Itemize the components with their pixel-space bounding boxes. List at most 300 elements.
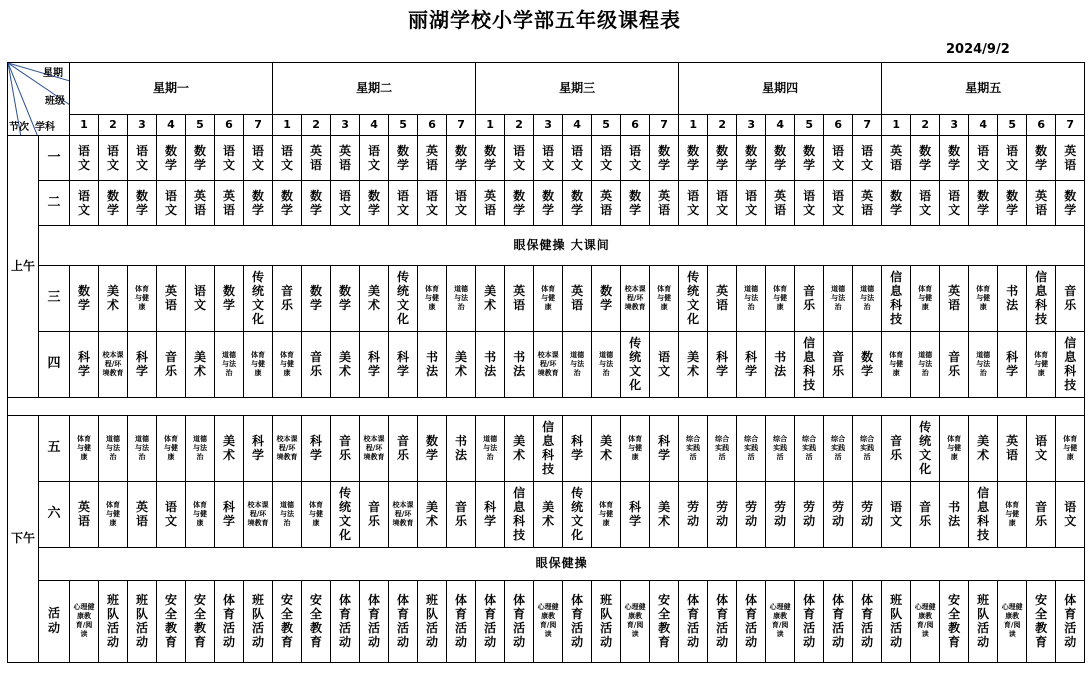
- subject-text: 数学: [339, 284, 352, 313]
- subject-cell: [128, 266, 157, 332]
- subject-text: 体育活动: [513, 592, 526, 650]
- subject-text: 数学: [687, 143, 700, 172]
- subject-text: 体育活动: [1064, 592, 1077, 650]
- subject-text: 劳动: [832, 500, 845, 529]
- subject-cell: [128, 136, 157, 181]
- subject-text: 书法: [948, 500, 961, 529]
- subject-cell: [186, 332, 215, 398]
- subject-cell: [215, 332, 244, 398]
- subject-text: 安全教育: [164, 592, 177, 650]
- subject-cell: [244, 181, 273, 226]
- subject-text: 校本课程/环境教育: [537, 350, 559, 377]
- timetable-row: [8, 482, 1085, 548]
- subject-cell: [157, 266, 186, 332]
- subject-text: 语文: [77, 188, 90, 217]
- subject-text: 体育与健康: [599, 500, 614, 527]
- subject-cell: [157, 482, 186, 548]
- subject-text: 书法: [513, 350, 526, 379]
- subject-cell: [447, 416, 476, 482]
- subject-cell: [1056, 581, 1085, 663]
- subject-text: 道德与法治: [193, 434, 207, 461]
- subject-cell: [795, 581, 824, 663]
- subject-cell: [360, 266, 389, 332]
- subject-text: 科学: [658, 434, 671, 463]
- subject-cell: [882, 332, 911, 398]
- subject-cell: [99, 482, 128, 548]
- timetable-row: [8, 266, 1085, 332]
- subject-cell: [795, 482, 824, 548]
- subject-text: 数学: [135, 188, 148, 217]
- subject-cell: [708, 332, 737, 398]
- subject-cell: [360, 332, 389, 398]
- subject-cell: [360, 581, 389, 663]
- subject-text: 语文: [106, 143, 119, 172]
- subject-cell: [99, 266, 128, 332]
- subject-cell: [911, 266, 940, 332]
- subject-text: 数学: [977, 188, 990, 217]
- class-number-cell: 4: [969, 115, 998, 136]
- subject-text: 劳动: [774, 500, 787, 529]
- subject-text: 英语: [948, 284, 961, 313]
- subject-cell: [563, 181, 592, 226]
- subject-text: 道德与法治: [135, 434, 149, 461]
- subject-cell: [534, 416, 563, 482]
- subject-cell: [157, 181, 186, 226]
- subject-text: 体育与健康: [1005, 500, 1020, 527]
- subject-text: 体育与健康: [106, 500, 120, 527]
- subject-text: 英语: [193, 188, 206, 217]
- subject-cell: [708, 416, 737, 482]
- subject-text: 英语: [890, 143, 903, 172]
- subject-text: 综合实践活: [802, 434, 817, 461]
- subject-cell: [447, 181, 476, 226]
- subject-text: 科学: [745, 350, 758, 379]
- subject-cell: [331, 482, 360, 548]
- subject-text: 语文: [745, 188, 758, 217]
- subject-cell: [737, 266, 766, 332]
- subject-cell: [273, 266, 302, 332]
- subject-text: 传统文化: [397, 269, 410, 327]
- subject-cell: [621, 482, 650, 548]
- subject-cell: [389, 266, 418, 332]
- subject-text: 数学: [658, 143, 671, 172]
- subject-cell: [679, 416, 708, 482]
- subject-cell: [795, 136, 824, 181]
- subject-text: 音乐: [948, 350, 961, 379]
- subject-text: 体育活动: [571, 592, 584, 650]
- subject-text: 美术: [542, 500, 555, 529]
- subject-text: 体育活动: [716, 592, 729, 650]
- subject-text: 科学: [222, 500, 235, 529]
- period-label: 五: [39, 416, 70, 482]
- subject-text: 传统文化: [629, 335, 642, 393]
- subject-text: 劳动: [716, 500, 729, 529]
- subject-text: 英语: [861, 188, 874, 217]
- subject-text: 班队活动: [977, 592, 990, 650]
- subject-text: 安全教育: [1035, 592, 1048, 650]
- subject-text: 英语: [571, 284, 584, 313]
- subject-text: 信息科技: [1035, 269, 1048, 327]
- subject-text: 音乐: [455, 500, 468, 529]
- subject-cell: [418, 136, 447, 181]
- header-day-row: [8, 63, 1085, 115]
- subject-text: 音乐: [1035, 500, 1048, 529]
- subject-cell: [99, 136, 128, 181]
- subject-cell: [824, 181, 853, 226]
- subject-text: 综合实践活: [686, 434, 701, 461]
- subject-text: 班队活动: [135, 592, 148, 650]
- subject-text: 语文: [861, 143, 874, 172]
- class-number-cell: 2: [505, 115, 534, 136]
- subject-cell: [273, 482, 302, 548]
- subject-cell: [998, 332, 1027, 398]
- subject-text: 美术: [368, 284, 381, 313]
- subject-text: 传统文化: [339, 485, 352, 543]
- subject-text: 英语: [1035, 188, 1048, 217]
- subject-text: 语文: [222, 143, 235, 172]
- subject-text: 英语: [339, 143, 352, 172]
- subject-text: 音乐: [803, 284, 816, 313]
- subject-cell: [534, 581, 563, 663]
- subject-cell: [882, 416, 911, 482]
- subject-text: 体育活动: [455, 592, 468, 650]
- period-label: 三: [39, 266, 70, 332]
- corner-header-cell: [8, 63, 70, 136]
- subject-cell: [273, 416, 302, 482]
- subject-text: 科学: [1006, 350, 1019, 379]
- subject-cell: [679, 332, 708, 398]
- subject-cell: [244, 136, 273, 181]
- subject-cell: [998, 266, 1027, 332]
- subject-cell: [621, 581, 650, 663]
- subject-text: 语文: [716, 188, 729, 217]
- subject-text: 数学: [919, 143, 932, 172]
- corner-label-subject: 学科: [35, 122, 55, 133]
- subject-text: 体育与健康: [657, 284, 672, 311]
- subject-cell: [766, 332, 795, 398]
- subject-cell: [766, 416, 795, 482]
- subject-text: 安全教育: [310, 592, 323, 650]
- subject-cell: [360, 181, 389, 226]
- subject-text: 英语: [658, 188, 671, 217]
- subject-cell: [1027, 266, 1056, 332]
- subject-text: 语文: [571, 143, 584, 172]
- class-number-cell: 5: [795, 115, 824, 136]
- class-number-cell: 6: [215, 115, 244, 136]
- subject-text: 数学: [455, 143, 468, 172]
- subject-text: 英语: [513, 284, 526, 313]
- subject-cell: [563, 416, 592, 482]
- subject-text: 语文: [339, 188, 352, 217]
- subject-text: 语文: [629, 143, 642, 172]
- subject-cell: [795, 181, 824, 226]
- subject-cell: [157, 136, 186, 181]
- subject-cell: [853, 181, 882, 226]
- subject-text: 数学: [803, 143, 816, 172]
- subject-text: 美术: [193, 350, 206, 379]
- subject-text: 体育活动: [222, 592, 235, 650]
- class-number-cell: 4: [766, 115, 795, 136]
- class-number-cell: 7: [853, 115, 882, 136]
- schedule-date: 2024/9/2: [946, 42, 1010, 57]
- subject-text: 语文: [513, 143, 526, 172]
- subject-cell: [505, 266, 534, 332]
- subject-text: 综合实践活: [715, 434, 730, 461]
- subject-cell: [447, 482, 476, 548]
- subject-text: 语文: [803, 188, 816, 217]
- subject-text: 体育活动: [832, 592, 845, 650]
- subject-cell: [824, 136, 853, 181]
- subject-cell: [186, 266, 215, 332]
- class-number-cell: 1: [476, 115, 505, 136]
- subject-cell: [302, 266, 331, 332]
- corner-label-grade: 班级: [45, 96, 65, 107]
- subject-text: 体育与健康: [541, 284, 556, 311]
- subject-cell: [70, 482, 99, 548]
- subject-text: 安全教育: [658, 592, 671, 650]
- subject-text: 体育与健康: [918, 284, 933, 311]
- subject-text: 道德与法治: [860, 284, 875, 311]
- class-number-cell: 2: [911, 115, 940, 136]
- class-number-cell: 1: [273, 115, 302, 136]
- subject-text: 美术: [658, 500, 671, 529]
- subject-cell: [331, 416, 360, 482]
- subject-cell: [505, 136, 534, 181]
- subject-text: 数学: [1035, 143, 1048, 172]
- subject-cell: [766, 136, 795, 181]
- subject-cell: [911, 332, 940, 398]
- subject-text: 道德与法治: [222, 350, 236, 377]
- subject-cell: [969, 266, 998, 332]
- subject-cell: [679, 136, 708, 181]
- subject-text: 道德与法治: [744, 284, 759, 311]
- subject-cell: [418, 581, 447, 663]
- subject-cell: [244, 266, 273, 332]
- subject-text: 数学: [484, 143, 497, 172]
- subject-cell: [302, 332, 331, 398]
- subject-cell: [534, 266, 563, 332]
- subject-text: 班队活动: [252, 592, 265, 650]
- subject-text: 校本课程/环境教育: [363, 434, 385, 461]
- timetable-row: [8, 332, 1085, 398]
- subject-cell: [737, 416, 766, 482]
- subject-cell: [1056, 136, 1085, 181]
- subject-cell: [244, 482, 273, 548]
- subject-cell: [244, 416, 273, 482]
- subject-text: 数学: [106, 188, 119, 217]
- subject-text: 劳动: [803, 500, 816, 529]
- break-band-am: 眼保健操 大课间: [39, 226, 1085, 266]
- subject-cell: [940, 332, 969, 398]
- subject-cell: [563, 332, 592, 398]
- subject-text: 语文: [832, 143, 845, 172]
- subject-cell: [1056, 266, 1085, 332]
- subject-text: 信息科技: [513, 485, 526, 543]
- subject-cell: [940, 136, 969, 181]
- subject-text: 道德与法治: [831, 284, 846, 311]
- subject-cell: [447, 266, 476, 332]
- subject-cell: [70, 266, 99, 332]
- subject-text: 英语: [135, 500, 148, 529]
- subject-cell: [911, 181, 940, 226]
- subject-text: 英语: [426, 143, 439, 172]
- subject-text: 音乐: [890, 434, 903, 463]
- subject-cell: [534, 482, 563, 548]
- subject-cell: [215, 581, 244, 663]
- subject-cell: [476, 416, 505, 482]
- subject-text: 英语: [774, 188, 787, 217]
- subject-text: 信息科技: [890, 269, 903, 327]
- subject-cell: [418, 181, 447, 226]
- subject-text: 数学: [164, 143, 177, 172]
- subject-cell: [737, 136, 766, 181]
- class-number-cell: 4: [360, 115, 389, 136]
- subject-text: 数学: [281, 188, 294, 217]
- subject-text: 安全教育: [193, 592, 206, 650]
- corner-label-week: 星期: [43, 68, 63, 79]
- subject-cell: [650, 581, 679, 663]
- subject-cell: [534, 136, 563, 181]
- timetable-row: [8, 416, 1085, 482]
- subject-text: 科学: [571, 434, 584, 463]
- subject-cell: [940, 266, 969, 332]
- subject-cell: [186, 181, 215, 226]
- subject-cell: [940, 482, 969, 548]
- subject-text: 数学: [542, 188, 555, 217]
- subject-text: 体育活动: [745, 592, 758, 650]
- subject-text: 书法: [1006, 284, 1019, 313]
- subject-cell: [998, 136, 1027, 181]
- subject-text: 数学: [948, 143, 961, 172]
- subject-text: 语文: [890, 500, 903, 529]
- subject-cell: [650, 181, 679, 226]
- subject-text: 语文: [252, 143, 265, 172]
- subject-cell: [447, 332, 476, 398]
- subject-text: 劳动: [861, 500, 874, 529]
- subject-cell: [476, 581, 505, 663]
- subject-text: 科学: [77, 350, 90, 379]
- subject-cell: [853, 482, 882, 548]
- subject-cell: [737, 482, 766, 548]
- subject-cell: [882, 181, 911, 226]
- subject-text: 科学: [716, 350, 729, 379]
- subject-cell: [766, 581, 795, 663]
- subject-text: 心理健康教育/阅读: [537, 602, 559, 639]
- subject-cell: [563, 482, 592, 548]
- subject-text: 数学: [629, 188, 642, 217]
- subject-text: 道德与法治: [106, 434, 120, 461]
- subject-cell: [157, 416, 186, 482]
- subject-cell: [418, 332, 447, 398]
- subject-text: 语文: [397, 188, 410, 217]
- period-label: 二: [39, 181, 70, 226]
- subject-text: 语文: [455, 188, 468, 217]
- subject-cell: [592, 332, 621, 398]
- class-number-cell: 7: [650, 115, 679, 136]
- subject-cell: [389, 332, 418, 398]
- subject-text: 心理健康教育/阅读: [914, 602, 936, 639]
- subject-cell: [505, 416, 534, 482]
- subject-text: 美术: [426, 500, 439, 529]
- class-number-cell: 5: [592, 115, 621, 136]
- subject-text: 体育与健康: [976, 284, 991, 311]
- subject-cell: [853, 332, 882, 398]
- subject-cell: [215, 416, 244, 482]
- subject-cell: [1027, 482, 1056, 548]
- subject-text: 体育与健康: [1034, 350, 1049, 377]
- subject-cell: [128, 482, 157, 548]
- subject-cell: [128, 581, 157, 663]
- class-number-cell: 6: [621, 115, 650, 136]
- subject-cell: [824, 482, 853, 548]
- subject-cell: [244, 581, 273, 663]
- subject-cell: [1027, 332, 1056, 398]
- subject-text: 体育与健康: [251, 350, 266, 377]
- subject-cell: [389, 581, 418, 663]
- subject-text: 美术: [687, 350, 700, 379]
- subject-text: 语文: [600, 143, 613, 172]
- subject-text: 科学: [484, 500, 497, 529]
- subject-cell: [592, 482, 621, 548]
- subject-text: 英语: [716, 284, 729, 313]
- subject-cell: [99, 581, 128, 663]
- subject-text: 体育与健康: [135, 284, 149, 311]
- subject-cell: [476, 266, 505, 332]
- subject-cell: [940, 416, 969, 482]
- subject-cell: [592, 266, 621, 332]
- subject-cell: [505, 181, 534, 226]
- subject-cell: [969, 416, 998, 482]
- subject-cell: [998, 416, 1027, 482]
- half-label-am: 上午: [8, 136, 39, 398]
- subject-cell: [476, 181, 505, 226]
- subject-text: 体育与健康: [77, 434, 91, 461]
- subject-text: 音乐: [397, 434, 410, 463]
- subject-text: 数学: [310, 188, 323, 217]
- subject-cell: [1056, 416, 1085, 482]
- period-label: 活动: [39, 581, 70, 663]
- corner-label-period: 节次: [9, 122, 29, 133]
- subject-text: 道德与法治: [599, 350, 614, 377]
- class-number-cell: 5: [998, 115, 1027, 136]
- subject-text: 语文: [164, 188, 177, 217]
- subject-cell: [621, 136, 650, 181]
- subject-cell: [186, 581, 215, 663]
- day-header: 星期三: [476, 63, 679, 115]
- subject-text: 数学: [571, 188, 584, 217]
- subject-text: 数学: [193, 143, 206, 172]
- subject-text: 信息科技: [803, 335, 816, 393]
- subject-cell: [505, 332, 534, 398]
- subject-text: 数学: [716, 143, 729, 172]
- subject-cell: [389, 181, 418, 226]
- subject-text: 体育与健康: [280, 350, 295, 377]
- subject-text: 数学: [310, 284, 323, 313]
- subject-cell: [302, 581, 331, 663]
- subject-cell: [650, 482, 679, 548]
- subject-cell: [331, 332, 360, 398]
- subject-cell: [882, 581, 911, 663]
- class-number-cell: 1: [679, 115, 708, 136]
- subject-text: 体育活动: [803, 592, 816, 650]
- subject-text: 体育与健康: [628, 434, 643, 461]
- subject-cell: [766, 181, 795, 226]
- subject-text: 音乐: [919, 500, 932, 529]
- subject-cell: [766, 482, 795, 548]
- subject-cell: [650, 332, 679, 398]
- subject-text: 科学: [135, 350, 148, 379]
- subject-cell: [853, 136, 882, 181]
